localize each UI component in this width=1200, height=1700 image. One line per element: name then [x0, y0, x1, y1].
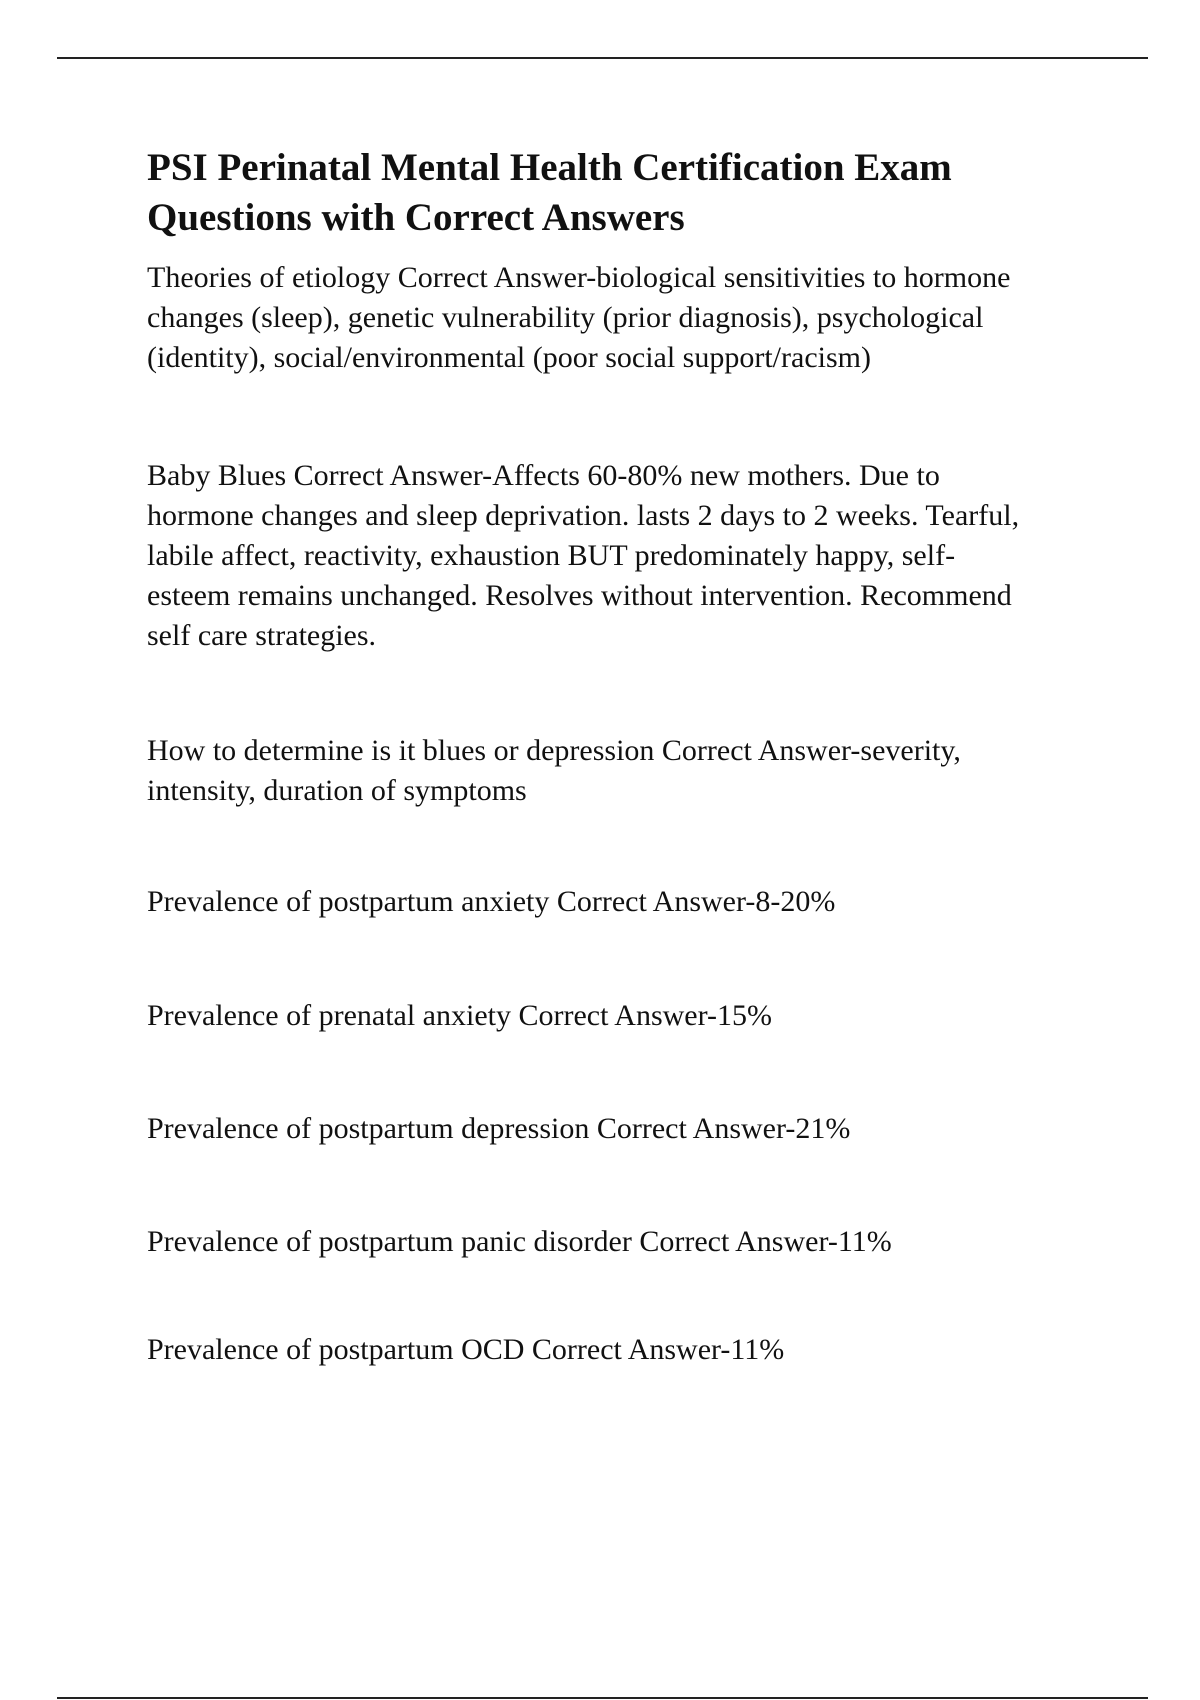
text-line: Prevalence of postpartum anxiety Correct Answer-8-20%	[147, 885, 836, 918]
title-line: Questions with Correct Answers	[147, 196, 685, 239]
text-line: Prevalence of postpartum panic disorder Correct Answer-11%	[147, 1225, 892, 1258]
qa-item-postpartum-panic	[147, 1222, 892, 1262]
text-line: Prevalence of prenatal anxiety Correct Answer-15%	[147, 999, 772, 1032]
qa-item-etiology	[147, 258, 1010, 378]
title-line: PSI Perinatal Mental Health Certification Exam	[147, 146, 952, 189]
text-line: hormone changes and sleep deprivation. lasts 2 days to 2 weeks. Tearful,	[147, 499, 1020, 532]
qa-item-blues-vs-depression	[147, 731, 961, 811]
text-line: Baby Blues Correct Answer-Affects 60-80% new mothers. Due to	[147, 459, 940, 492]
text-line: Prevalence of postpartum depression Correct Answer-21%	[147, 1112, 851, 1145]
text-line: (identity), social/environmental (poor social support/racism)	[147, 341, 871, 374]
text-line: esteem remains unchanged. Resolves without intervention. Recommend	[147, 579, 1012, 612]
text-line: intensity, duration of symptoms	[147, 774, 527, 807]
qa-item-baby-blues	[147, 456, 1019, 656]
qa-item-postpartum-anxiety	[147, 882, 835, 922]
text-line: Theories of etiology Correct Answer-biological sensitivities to hormone	[147, 261, 1011, 294]
text-line: Prevalence of postpartum OCD Correct Answer-11%	[147, 1333, 785, 1366]
qa-item-postpartum-depression	[147, 1109, 850, 1149]
text-line: self care strategies.	[147, 619, 377, 652]
qa-item-postpartum-ocd	[147, 1330, 784, 1370]
page-title	[147, 143, 952, 243]
text-line: labile affect, reactivity, exhaustion BUT predominately happy, self-	[147, 539, 956, 572]
text-line: changes (sleep), genetic vulnerability (prior diagnosis), psychological	[147, 301, 984, 334]
text-line: How to determine is it blues or depression Correct Answer-severity,	[147, 734, 961, 767]
header-rule	[57, 57, 1148, 59]
footer-rule	[57, 1697, 1148, 1699]
qa-item-prenatal-anxiety	[147, 996, 772, 1036]
